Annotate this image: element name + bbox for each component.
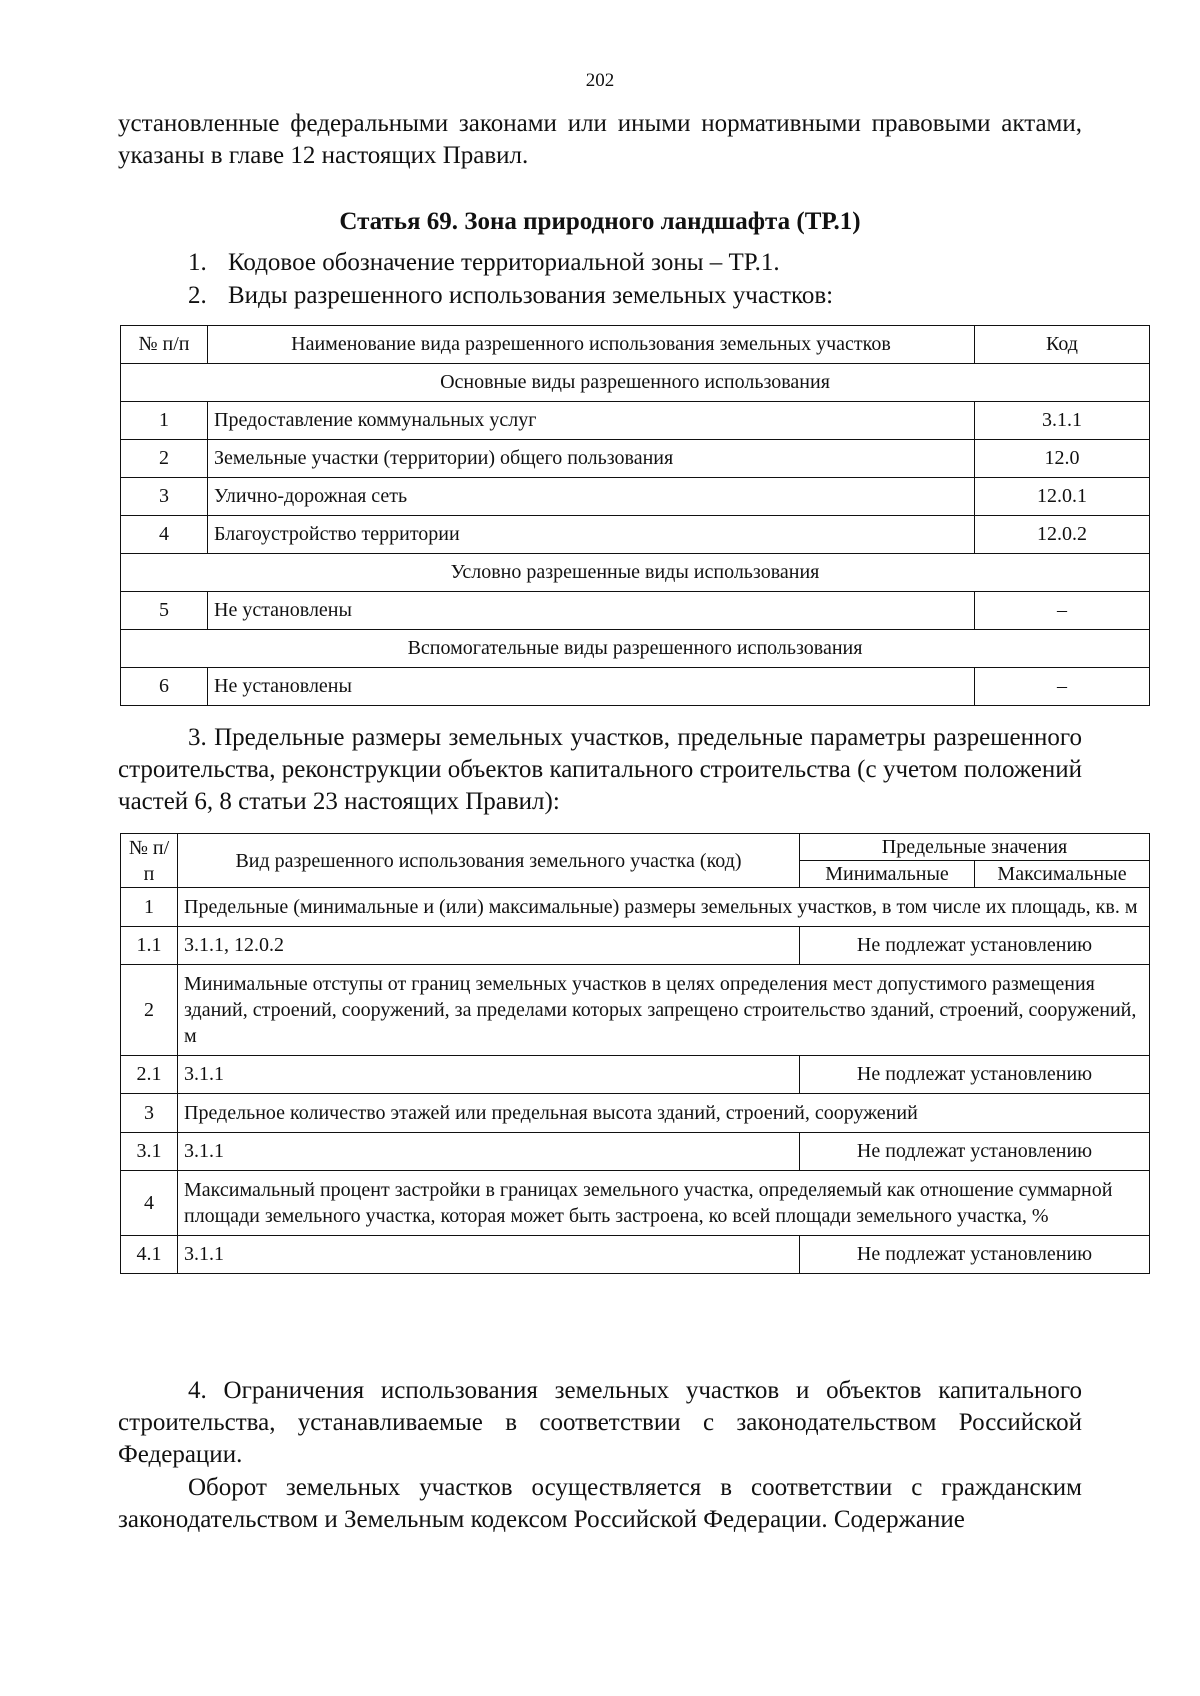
table-row (121, 1094, 1150, 1133)
table-row (121, 440, 1150, 478)
limits-table (120, 833, 1150, 1274)
row-value: Не подлежат установлению (800, 1056, 1150, 1094)
table-row (121, 1236, 1150, 1274)
row-num: 2 (121, 965, 178, 1056)
paragraph-3: 3. Предельные размеры земельных участков, предельные параметры разрешенного строительства, реконструкции объектов капитального строительства (с учетом положений частей 6, 8 статьи 23 настоящих Правил): (118, 724, 1082, 815)
row-code: 3.1.1, 12.0.2 (178, 927, 800, 965)
row-num: 4.1 (121, 1236, 178, 1274)
table-header-row (121, 326, 1150, 364)
list-item-number: 2. (188, 282, 207, 309)
row-name: Улично-дорожная сеть (208, 478, 975, 516)
paragraph-4: 4. Ограничения использования земельных участков и объектов капитального строительства, устанавливаемые в соответствии с законодательством Российской Федерации. (118, 1377, 1082, 1468)
permitted-uses-table (120, 325, 1150, 706)
row-num: 3.1 (121, 1133, 178, 1171)
row-num: 4 (121, 516, 208, 554)
table-row (121, 1171, 1150, 1236)
row-description: Минимальные отступы от границ земельных участков в целях определения мест допустимого размещения зданий, строений, сооружений, за пределами которых запрещено строительство зданий, строений, сооружений, м (178, 965, 1150, 1056)
article-heading: Статья 69. Зона природного ландшафта (ТР.1) (339, 208, 861, 235)
table-row (121, 927, 1150, 965)
row-code: – (975, 592, 1150, 630)
row-num: 3 (121, 478, 208, 516)
list-item-text: Кодовое обозначение территориальной зоны – ТР.1. (228, 249, 780, 276)
row-code: 3.1.1 (975, 402, 1150, 440)
row-num: 2.1 (121, 1056, 178, 1094)
row-name: Не установлены (208, 668, 975, 706)
header-min: Минимальные (800, 861, 975, 888)
section-row (121, 364, 1150, 402)
row-code: – (975, 668, 1150, 706)
row-name: Не установлены (208, 592, 975, 630)
table-row (121, 668, 1150, 706)
row-num: 5 (121, 592, 208, 630)
section-title: Вспомогательные виды разрешенного использования (121, 630, 1150, 668)
row-value: Не подлежат установлению (800, 1133, 1150, 1171)
page-number: 202 (585, 70, 615, 91)
row-code: 12.0.1 (975, 478, 1150, 516)
row-name: Благоустройство территории (208, 516, 975, 554)
header-limits: Предельные значения (800, 834, 1150, 861)
row-num: 1 (121, 888, 178, 927)
row-description: Максимальный процент застройки в границах земельного участка, определяемый как отношение суммарной площади земельного участка, которая может быть застроена, ко всей площади земельного участка, % (178, 1171, 1150, 1236)
row-name: Предоставление коммунальных услуг (208, 402, 975, 440)
row-name: Земельные участки (территории) общего пользования (208, 440, 975, 478)
table-row (121, 592, 1150, 630)
row-value: Не подлежат установлению (800, 927, 1150, 965)
table-row (121, 516, 1150, 554)
section-title: Условно разрешенные виды использования (121, 554, 1150, 592)
table-row (121, 478, 1150, 516)
row-num: 2 (121, 440, 208, 478)
row-num: 4 (121, 1171, 178, 1236)
list-item-text: Виды разрешенного использования земельных участков: (228, 282, 834, 309)
header-num: № п/п (121, 834, 178, 888)
row-code: 3.1.1 (178, 1236, 800, 1274)
row-description: Предельные (минимальные и (или) максимальные) размеры земельных участков, в том числе их площадь, кв. м (178, 888, 1150, 927)
table-row (121, 888, 1150, 927)
row-description: Предельное количество этажей или предельная высота зданий, строений, сооружений (178, 1094, 1150, 1133)
section-row (121, 630, 1150, 668)
header-kind: Вид разрешенного использования земельного участка (код) (178, 834, 800, 888)
table-header-row (121, 834, 1150, 861)
table-row (121, 402, 1150, 440)
row-code: 3.1.1 (178, 1056, 800, 1094)
header-code: Код (975, 326, 1150, 364)
table-row (121, 1133, 1150, 1171)
table-row (121, 965, 1150, 1056)
row-code: 12.0 (975, 440, 1150, 478)
table-row (121, 1056, 1150, 1094)
section-title: Основные виды разрешенного использования (121, 364, 1150, 402)
row-num: 1.1 (121, 927, 178, 965)
list-item (188, 247, 780, 279)
header-name: Наименование вида разрешенного использования земельных участков (208, 326, 975, 364)
row-num: 1 (121, 402, 208, 440)
list-item-number: 1. (188, 249, 207, 276)
intro-paragraph: установленные федеральными законами или иными нормативными правовыми актами, указаны в главе 12 настоящих Правил. (118, 110, 1082, 169)
row-num: 6 (121, 668, 208, 706)
header-num: № п/п (121, 326, 208, 364)
row-value: Не подлежат установлению (800, 1236, 1150, 1274)
row-num: 3 (121, 1094, 178, 1133)
header-max: Максимальные (975, 861, 1150, 888)
row-code: 3.1.1 (178, 1133, 800, 1171)
list-item (188, 280, 833, 312)
section-row (121, 554, 1150, 592)
paragraph-5: Оборот земельных участков осуществляется в соответствии с гражданским законодательством и Земельным кодексом Российской Федерации. Содержание (118, 1474, 1082, 1533)
row-code: 12.0.2 (975, 516, 1150, 554)
